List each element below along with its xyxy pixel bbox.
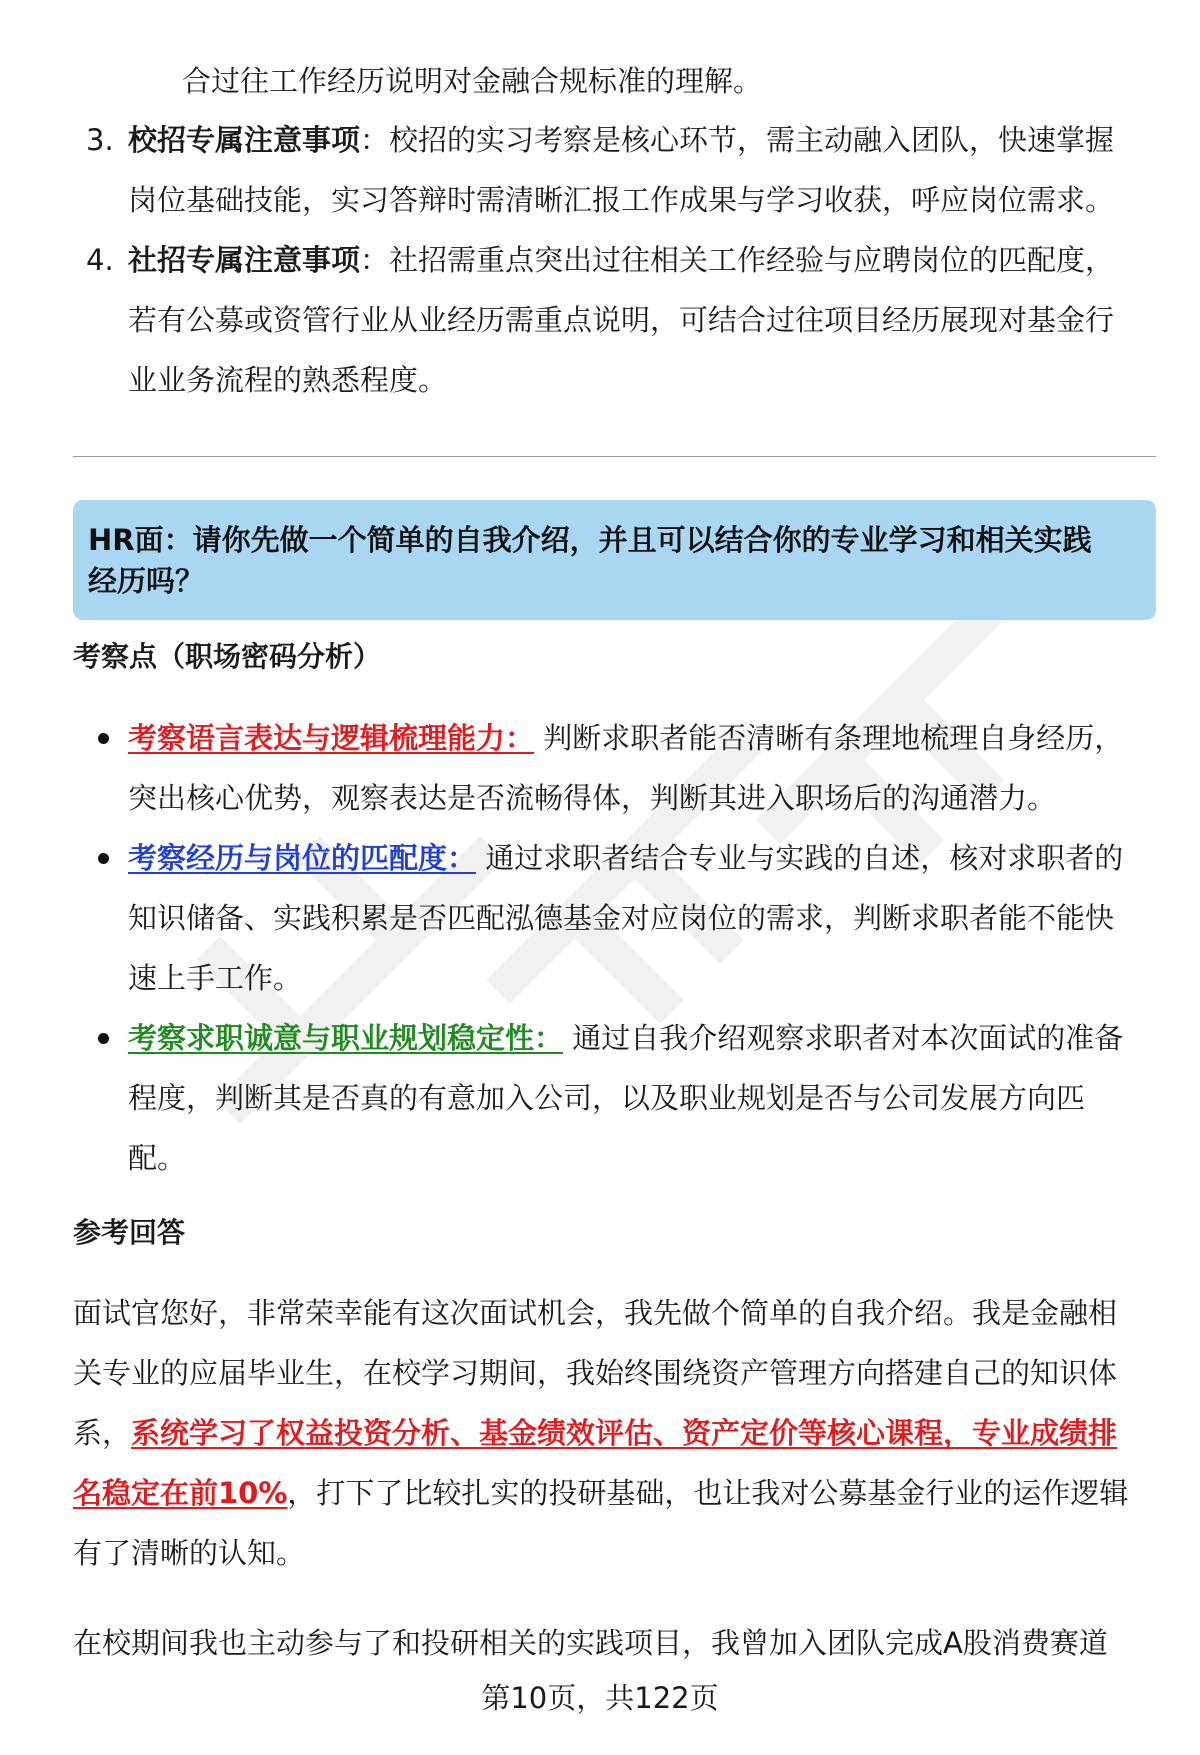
question-box — [73, 500, 1156, 620]
point-2-line3: 速上手工作。 — [128, 961, 303, 995]
list-item-title: 社招专属注意事项 — [128, 243, 361, 277]
answer-line4 — [73, 1473, 1128, 1513]
answer-text: ，打下了比较扎实的投研基础，也让我对公募基金行业的运作逻辑 — [287, 1476, 1129, 1510]
point-text: 判断求职者能否清晰有条理地梳理自身经历， — [534, 721, 1124, 755]
answer-p2-line1: 在校期间我也主动参与了和投研相关的实践项目，我曾加入团队完成A股消费赛道 — [73, 1626, 1108, 1660]
list-item-social-line2: 若有公募或资管行业从业经历需重点说明，可结合过往项目经历展现对基金行 — [128, 303, 1115, 337]
point-3-line2: 程度，判断其是否真的有意加入公司，以及职业规划是否与公司发展方向匹 — [128, 1081, 1086, 1115]
list-number: 4. — [86, 243, 114, 277]
answer-line5: 有了清晰的认知。 — [73, 1536, 306, 1570]
point-label-language: 考察语言表达与逻辑梳理能力： — [128, 721, 535, 755]
point-1-line2: 突出核心优势，观察表达是否流畅得体，判断其进入职场后的沟通潜力。 — [128, 781, 1057, 815]
list-item-title: 校招专属注意事项 — [128, 123, 361, 157]
point-label-sincerity: 考察求职诚意与职业规划稳定性： — [128, 1021, 564, 1055]
list-number: 3. — [86, 123, 114, 157]
bullet-icon — [98, 1033, 109, 1044]
question-line1: HR面：请你先做一个简单的自我介绍，并且可以结合你的专业学习和相关实践 — [88, 523, 1092, 557]
intro-tail-text: 合过往工作经历说明对金融合规标准的理解。 — [182, 64, 763, 98]
list-item-text: ：校招的实习考察是核心环节，需主动融入团队，快速掌握 — [360, 123, 1115, 157]
list-item-text: ：社招需重点突出过往相关工作经验与应聘岗位的匹配度， — [360, 243, 1115, 277]
answer-line1: 面试官您好，非常荣幸能有这次面试机会，我先做个简单的自我介绍。我是金融相 — [73, 1296, 1118, 1330]
reference-heading: 参考回答 — [73, 1216, 186, 1249]
bullet-icon — [98, 733, 109, 744]
answer-line3 — [73, 1413, 1117, 1453]
list-item-social-line3: 业业务流程的熟悉程度。 — [128, 363, 448, 397]
list-item-campus-line1 — [128, 120, 1114, 160]
point-2-line2: 知识储备、实践积累是否匹配泓德基金对应岗位的需求，判断求职者能不能快 — [128, 901, 1115, 935]
question-line2: 经历吗？ — [88, 564, 205, 598]
answer-text: 系， — [73, 1416, 132, 1450]
point-3-line3: 配。 — [128, 1141, 187, 1175]
answer-line2: 关专业的应届毕业生，在校学习期间，我始终围绕资产管理方向搭建自己的知识体 — [73, 1356, 1118, 1390]
list-item-social-line1 — [128, 240, 1114, 280]
list-item-campus-line2: 岗位基础技能，实习答辩时需清晰汇报工作成果与学习收获，呼应岗位需求。 — [128, 183, 1115, 217]
point-text: 通过求职者结合专业与实践的自述，核对求职者的 — [476, 841, 1124, 875]
bullet-icon — [98, 853, 109, 864]
point-2-line1 — [128, 838, 1123, 878]
point-3-line1 — [128, 1018, 1123, 1058]
point-text: 通过自我介绍观察求职者对本次面试的准备 — [563, 1021, 1124, 1055]
analysis-heading: 考察点（职场密码分析） — [73, 640, 382, 673]
answer-highlight: 系统学习了权益投资分析、基金绩效评估、资产定价等核心课程，专业成绩排 — [131, 1416, 1118, 1450]
point-1-line1 — [128, 718, 1123, 758]
page-footer: 第10页，共122页 — [481, 1681, 719, 1715]
section-divider — [73, 456, 1156, 457]
answer-highlight: 名稳定在前10% — [73, 1476, 288, 1510]
point-label-match: 考察经历与岗位的匹配度： — [128, 841, 477, 875]
